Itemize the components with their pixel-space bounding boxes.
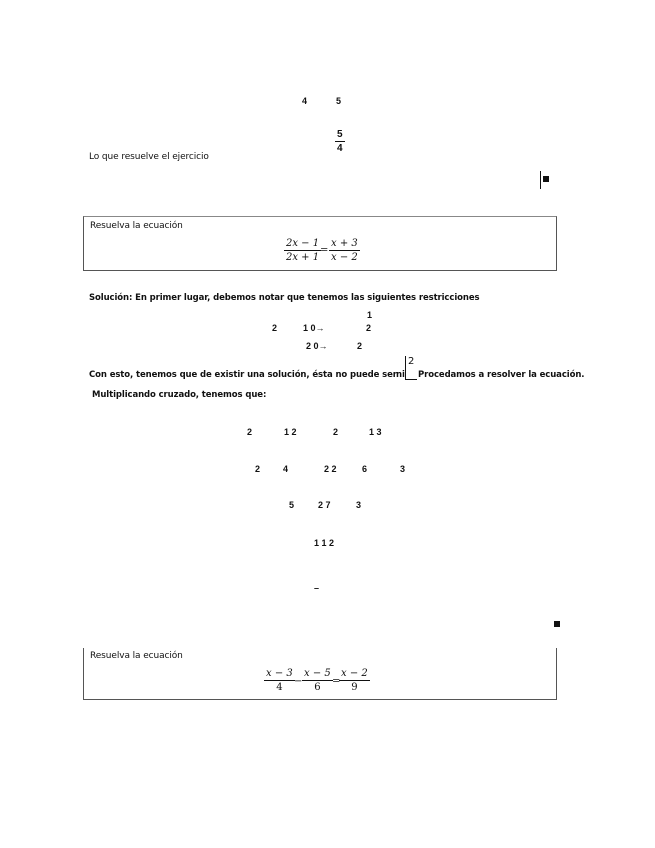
conclusion-text-a: Con esto, tenemos que de existir una solución, ésta no puede ser	[89, 370, 397, 380]
top-fraction-numerator: 5	[337, 129, 343, 140]
exercise-box-1	[83, 216, 557, 271]
exercise-2-minus: −	[294, 676, 303, 687]
lhs-numerator: 2x − 1	[286, 238, 320, 249]
restriction-2-a: 2 0→	[306, 341, 328, 351]
step1-term-2: 1 2	[284, 427, 297, 437]
restriction-half-num: 1	[367, 310, 373, 320]
step3-term-3: 3	[356, 500, 362, 510]
step2-term-5: 3	[400, 464, 406, 474]
top-fraction-denominator: 4	[337, 143, 343, 154]
exercise-2-label: Resuelva la ecuación	[90, 651, 183, 661]
exercise-2-term-2	[302, 668, 333, 693]
end-of-proof-mark	[543, 176, 549, 182]
step2-term-1: 2	[255, 464, 261, 474]
step2-term-3: 2 2	[324, 464, 337, 474]
conclusion-boxed-value	[405, 356, 417, 380]
exercise-2-term-3	[339, 668, 370, 693]
step2-term-2: 4	[283, 464, 289, 474]
step2-term-4: 6	[362, 464, 368, 474]
term1-denominator: 4	[276, 682, 283, 693]
term2-denominator: 6	[314, 682, 321, 693]
rhs-numerator: x + 3	[331, 238, 358, 249]
term3-denominator: 9	[351, 682, 358, 693]
term1-numerator: x − 3	[266, 668, 293, 679]
cursor-bar	[540, 171, 541, 189]
closing-text: Lo que resuelve el ejercicio	[89, 152, 209, 162]
exercise-box-2	[83, 648, 557, 700]
solution-intro: Solución: En primer lugar, debemos notar que tenemos las siguientes restricciones	[89, 293, 480, 303]
step1-term-4: 1 3	[369, 427, 382, 437]
restriction-1-a: 2	[272, 323, 278, 333]
step1-term-1: 2	[247, 427, 253, 437]
exercise-1-label: Resuelva la ecuación	[90, 221, 183, 231]
end-of-solution-mark	[554, 621, 560, 627]
step3-term-1: 5	[289, 500, 295, 510]
exercise-1-lhs-fraction	[284, 238, 321, 263]
restriction-1-b: 1 0→	[303, 323, 325, 333]
top-fraction	[335, 129, 345, 154]
top-value-5: 5	[336, 96, 342, 106]
rhs-denominator: x − 2	[331, 252, 358, 263]
exercise-1-equals: =	[320, 245, 329, 256]
step3-term-2: 2 7	[318, 500, 331, 510]
exercise-1-rhs-fraction	[329, 238, 360, 263]
restriction-2-b: 2	[357, 341, 363, 351]
term2-numerator: x − 5	[304, 668, 331, 679]
step1-term-3: 2	[333, 427, 339, 437]
restriction-half-den: 2	[366, 323, 372, 333]
step4-result: 1 1 2	[314, 538, 335, 548]
lhs-denominator: 2x + 1	[286, 252, 320, 263]
term3-numerator: x − 2	[341, 668, 368, 679]
conclusion-boxed-number: 2	[408, 356, 415, 367]
conclusion-text-b: Procedamos a resolver la ecuación.	[418, 370, 585, 380]
exercise-2-equals: =	[332, 676, 341, 687]
step5-fraction-bar: –	[314, 583, 320, 593]
conclusion-ni: ni	[396, 370, 405, 380]
exercise-2-term-1	[264, 668, 295, 693]
cross-multiply-intro: Multiplicando cruzado, tenemos que:	[92, 390, 267, 400]
top-value-4: 4	[302, 96, 308, 106]
